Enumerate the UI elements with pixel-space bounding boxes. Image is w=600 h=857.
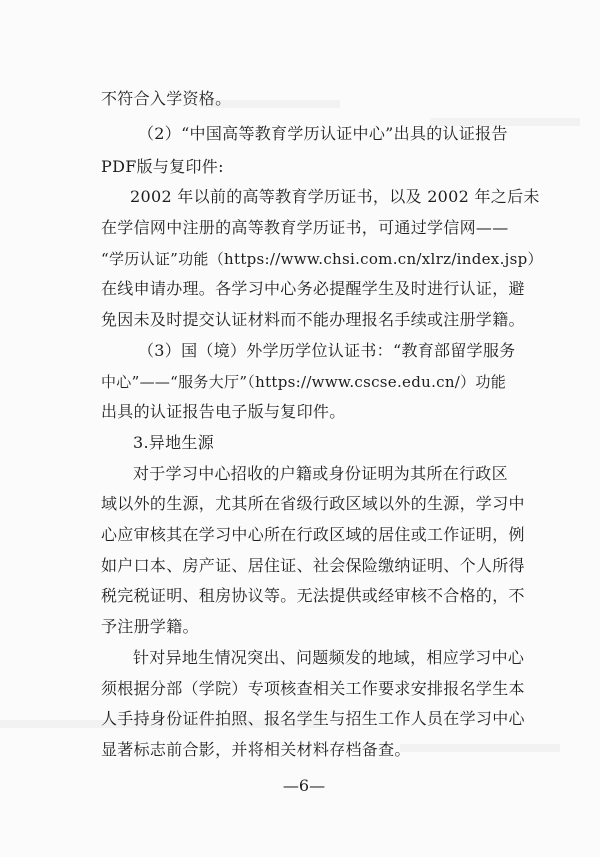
text-line: PDF版与复印件: bbox=[101, 157, 224, 176]
text-line: 在学信网中注册的高等教育学历证书，可通过学信网—— bbox=[101, 218, 509, 237]
text-line: 2002 年以前的高等教育学历证书，以及 2002 年之后未 bbox=[130, 187, 540, 206]
text-line: 人手持身份证件拍照、报名学生与招生工作人员在学习中心 bbox=[101, 709, 525, 728]
text-line: 中心”——“服务大厅”（https://www.cscse.edu.cn/）功能 bbox=[101, 373, 507, 391]
text-line: （2）“中国高等教育学历认证中心”出具的认证报告 bbox=[138, 124, 508, 143]
text-line: 域以外的生源，尤其所在省级行政区域以外的生源，学习中 bbox=[101, 494, 525, 513]
text-line: “学历认证”功能（https://www.chsi.com.cn/xlrz/index.jsp） bbox=[101, 250, 543, 268]
text-line: 显著标志前合影，并将相关材料存档备查。 bbox=[101, 740, 411, 759]
text-line: 如户口本、房产证、居住证、社会保险缴纳证明、个人所得 bbox=[101, 556, 525, 575]
text-line: 不符合入学资格。 bbox=[101, 89, 232, 108]
text-line: 对于学习中心招收的户籍或身份证明为其所在行政区 bbox=[133, 464, 508, 483]
section-heading: 3.异地生源 bbox=[133, 433, 215, 452]
text-line: 在线申请办理。各学习中心务必提醒学生及时进行认证，避 bbox=[101, 279, 525, 298]
text-line: 予注册学籍。 bbox=[101, 617, 199, 636]
page-number-text: —6— bbox=[282, 776, 326, 795]
text-line: 针对异地生情况突出、问题频发的地域，相应学习中心 bbox=[133, 648, 525, 667]
text-line: 免因未及时提交认证材料而不能办理报名手续或注册学籍。 bbox=[101, 310, 525, 329]
text-line: 心应审核其在学习中心所在行政区域的居住或工作证明，例 bbox=[101, 525, 525, 544]
page-number bbox=[0, 776, 600, 796]
text-line: 税完税证明、租房协议等。无法提供或经审核不合格的，不 bbox=[101, 586, 525, 605]
text-line: 出具的认证报告电子版与复印件。 bbox=[101, 402, 346, 421]
text-line: （3）国（境）外学历学位认证书：“教育部留学服务 bbox=[138, 341, 516, 360]
text-line: 须根据分部（学院）专项核查相关工作要求安排报名学生本 bbox=[101, 679, 525, 698]
